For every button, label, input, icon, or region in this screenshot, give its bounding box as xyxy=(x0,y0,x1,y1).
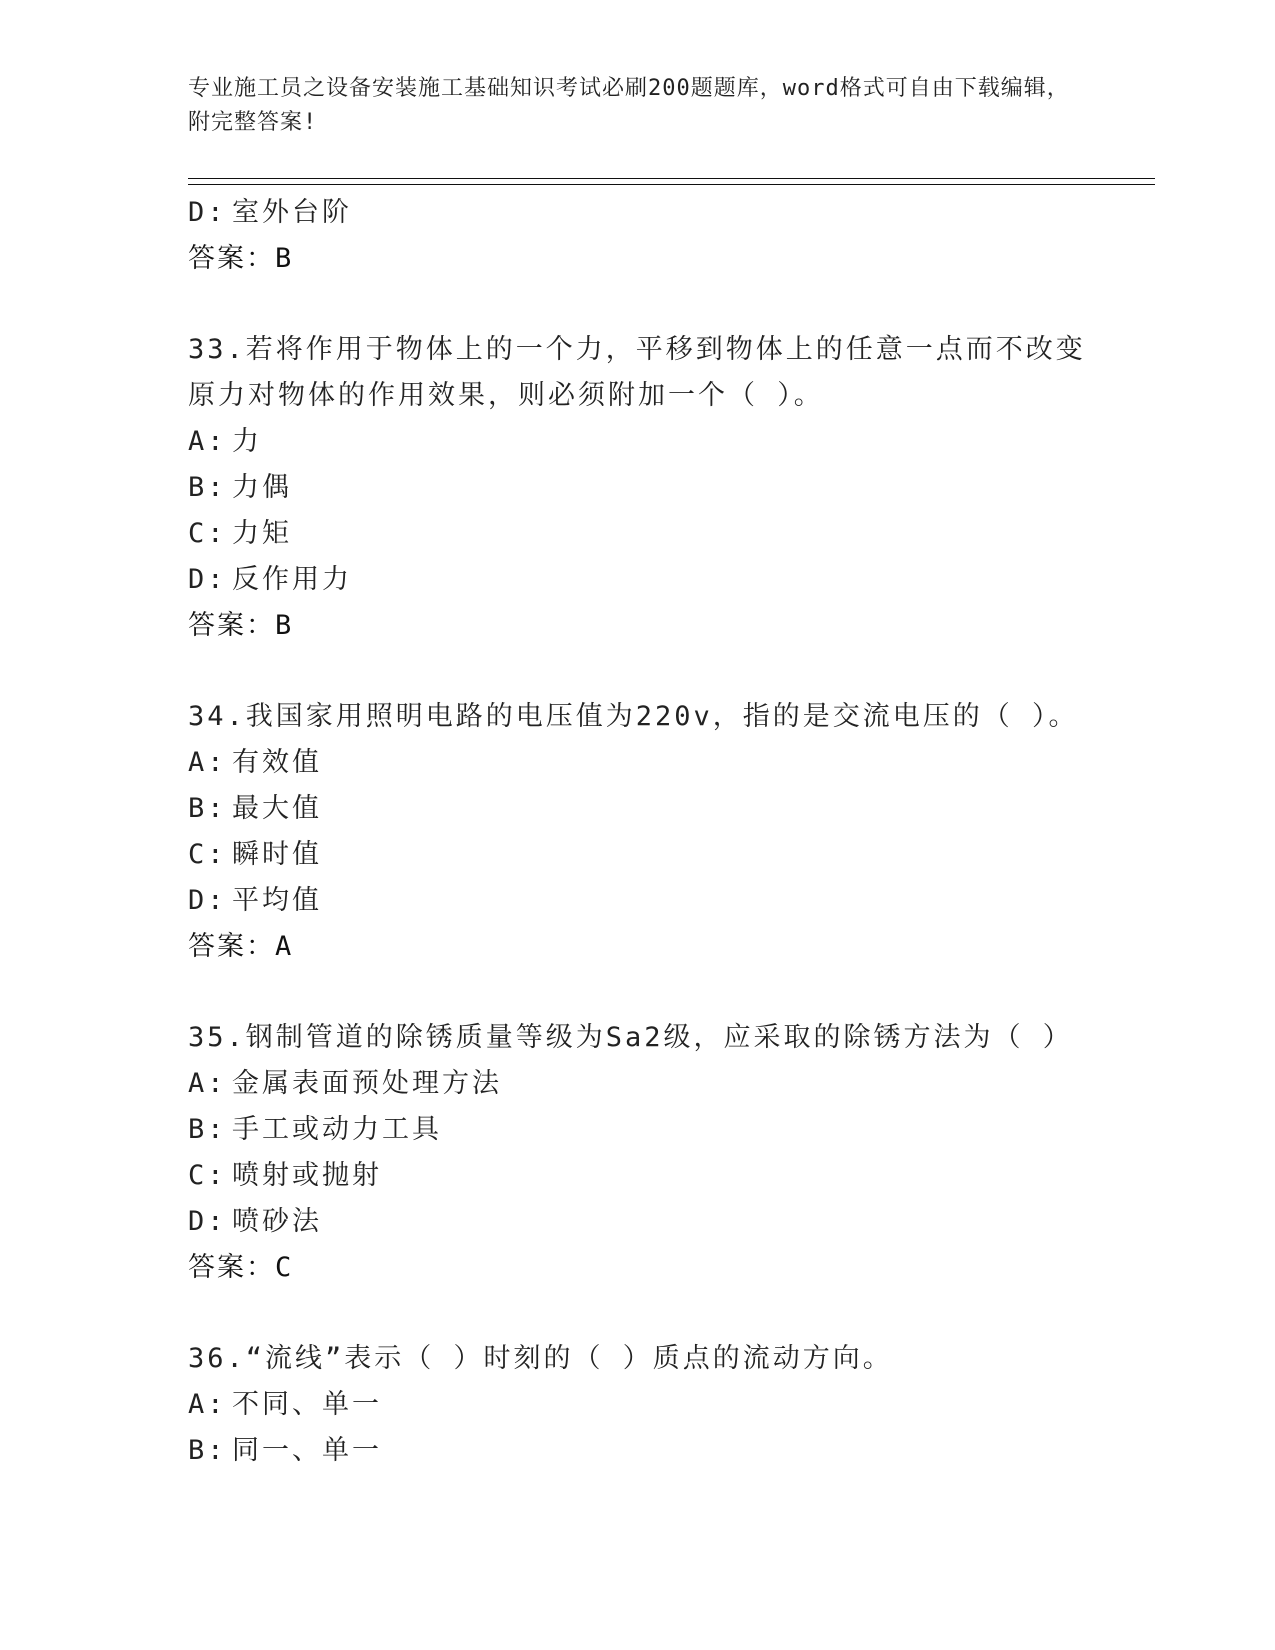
option-key: D: xyxy=(188,1206,227,1237)
option-text: 金属表面预处理方法 xyxy=(232,1068,502,1099)
option-key: B: xyxy=(188,1114,227,1145)
option-b xyxy=(188,465,1088,511)
answer-line: 答案：C xyxy=(188,1252,294,1283)
option-c xyxy=(188,832,1088,878)
option-text: 室外台阶 xyxy=(232,197,352,228)
option-text: 喷射或抛射 xyxy=(232,1160,382,1191)
question-stem: 34.我国家用照明电路的电压值为220v，指的是交流电压的（ ）。 xyxy=(188,701,1079,732)
option-c xyxy=(188,511,1088,557)
option-key: D: xyxy=(188,564,227,595)
option-key: D: xyxy=(188,885,227,916)
option-b xyxy=(188,1107,1088,1153)
option-text: 同一、单一 xyxy=(232,1435,382,1466)
option-text: 力偶 xyxy=(232,472,292,503)
option-a xyxy=(188,419,1088,465)
answer-line: 答案：A xyxy=(188,931,294,962)
option-b xyxy=(188,786,1088,832)
option-d xyxy=(188,1199,1088,1245)
option-text: 反作用力 xyxy=(232,564,352,595)
document-header: 专业施工员之设备安装施工基础知识考试必刷200题题库，word格式可自由下载编辑，附完整答案! xyxy=(188,76,1070,135)
option-text: 有效值 xyxy=(232,747,322,778)
option-key: B: xyxy=(188,1435,227,1466)
option-text: 力矩 xyxy=(232,518,292,549)
option-key: D: xyxy=(188,197,227,228)
question-stem: 35.钢制管道的除锈质量等级为Sa2级，应采取的除锈方法为（ ） xyxy=(188,1022,1073,1053)
option-c xyxy=(188,1153,1088,1199)
option-d xyxy=(188,557,1088,603)
option-key: C: xyxy=(188,839,227,870)
option-key: B: xyxy=(188,793,227,824)
question-stem: 36.“流线”表示（ ）时刻的（ ）质点的流动方向。 xyxy=(188,1343,893,1374)
question-33 xyxy=(188,327,1088,649)
option-a xyxy=(188,1061,1088,1107)
option-key: A: xyxy=(188,1068,227,1099)
option-b xyxy=(188,1428,1088,1474)
answer-line: 答案：B xyxy=(188,610,294,641)
option-key: C: xyxy=(188,1160,227,1191)
option-key: C: xyxy=(188,518,227,549)
question-36 xyxy=(188,1336,1088,1474)
option-text: 手工或动力工具 xyxy=(232,1114,442,1145)
option-a xyxy=(188,740,1088,786)
option-text: 最大值 xyxy=(232,793,322,824)
option-a xyxy=(188,1382,1088,1428)
question-34 xyxy=(188,694,1088,970)
question-stem: 33.若将作用于物体上的一个力，平移到物体上的任意一点而不改变原力对物体的作用效果，则必须附加一个（ ）。 xyxy=(188,334,1086,411)
option-text: 平均值 xyxy=(232,885,322,916)
option-text: 力 xyxy=(232,426,262,457)
option-d xyxy=(188,878,1088,924)
option-key: A: xyxy=(188,1389,227,1420)
option-text: 喷砂法 xyxy=(232,1206,322,1237)
document-body xyxy=(188,190,1088,1474)
option-key: B: xyxy=(188,472,227,503)
option-d xyxy=(188,190,1088,236)
header-divider xyxy=(188,178,1155,185)
option-text: 不同、单一 xyxy=(232,1389,382,1420)
question-35 xyxy=(188,1015,1088,1291)
option-key: A: xyxy=(188,426,227,457)
answer-line: 答案：B xyxy=(188,243,294,274)
option-text: 瞬时值 xyxy=(232,839,322,870)
option-key: A: xyxy=(188,747,227,778)
